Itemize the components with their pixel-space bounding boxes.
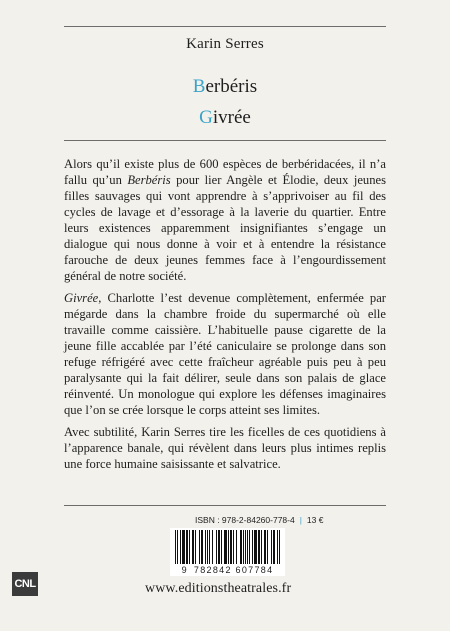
cnl-logo: CNL [12, 572, 38, 596]
italic-title: Berbéris [127, 173, 171, 187]
barcode-bar [175, 530, 176, 564]
barcode-bar [189, 530, 190, 564]
barcode-bar [245, 530, 246, 564]
barcode-bar [218, 530, 220, 564]
barcode-bar [258, 530, 260, 564]
barcode-bar [216, 530, 217, 564]
barcode-digits: 9 782842 607784 [181, 565, 274, 575]
barcode-bar [267, 530, 268, 564]
barcode-bar [201, 530, 203, 564]
barcode-bar [236, 530, 237, 564]
barcode-bar [271, 530, 272, 564]
barcode-bar [221, 530, 222, 564]
barcode-bars [173, 530, 282, 564]
blurb-paragraph: Givrée, Charlotte l’est devenue complètement, enfermée par mégarde dans la chambre froide du supermarché où elle travaille comme caissière. L’habituelle pause cigarette de la jeune fille accablée par l’été caniculaire se prolonge dans son refuge réfrigéré avec cette fraîcheur agréable puis peu à peu paralysante qui la fait délirer, seule dans son palais de glace réinventé. Un monologue qui explore les défenses imaginaires que l’on se crée lorsque le corps atteint ses limites. [64, 291, 386, 417]
title-rest: ivrée [212, 107, 251, 128]
title-givree [0, 107, 450, 129]
barcode-bar [195, 530, 196, 564]
barcode-bar [243, 530, 244, 564]
barcode-bar [247, 530, 248, 564]
bottom-rule [64, 505, 386, 506]
barcode-bar [273, 530, 275, 564]
barcode-bar [224, 530, 227, 564]
barcode-bar [254, 530, 257, 564]
blurb-paragraph: Alors qu’il existe plus de 600 espèces de berbéridacées, il n’a fallu qu’un Berbéris pour lier Angèle et Élodie, deux jeunes filles sauvages qui vont apprendre à s’apprivoiser au fil des cycles de lavage et d’essorage à la laverie du quartier. Entre leurs existences apparemment insignifiantes s’engage un dialogue qui nous donne à voir et à entendre la résistance farouche de deux jeunes femmes face à l’engourdissement général de notre société. [64, 157, 387, 283]
isbn: ISBN : 978-2-84260-778-4 [195, 515, 295, 525]
publisher-website[interactable]: www.editionstheatrales.fr [145, 581, 292, 596]
barcode-bar [261, 530, 262, 564]
barcode-bar [277, 530, 278, 564]
barcode-bar [180, 530, 181, 564]
price: 13 € [306, 515, 324, 525]
barcode-bar [192, 530, 194, 564]
title-initial: G [199, 107, 213, 128]
barcode-bar [240, 530, 242, 564]
barcode-bar [252, 530, 253, 564]
barcode-bar [199, 530, 200, 564]
author-name: Karin Serres [186, 36, 264, 52]
italic-title: Givrée [64, 291, 99, 305]
barcode-bar [230, 530, 232, 564]
back-cover-blurb [64, 156, 386, 478]
barcode [170, 528, 285, 576]
separator: | [299, 515, 302, 525]
title-berberis [0, 76, 450, 98]
barcode-bar [207, 530, 208, 564]
barcode-bar [212, 530, 213, 564]
isbn-price-line [195, 515, 323, 525]
barcode-bar [177, 530, 178, 564]
barcode-bar [186, 530, 188, 564]
blurb-paragraph: Avec subtilité, Karin Serres tire les ficelles de ces quotidiens à l’apparence banale, qui révèlent dans leurs plus intimes replis une force humaine saisissante et salvatrice. [64, 425, 386, 471]
barcode-bar [249, 530, 250, 564]
title-initial: B [192, 76, 206, 97]
barcode-bar [205, 530, 206, 564]
barcode-bar [233, 530, 234, 564]
barcode-bar [182, 530, 185, 564]
top-rule [64, 26, 386, 27]
middle-rule [64, 140, 386, 141]
barcode-bar [209, 530, 210, 564]
barcode-bar [228, 530, 229, 564]
barcode-bar [279, 530, 280, 564]
barcode-bar [264, 530, 266, 564]
title-rest: erbéris [205, 76, 258, 97]
